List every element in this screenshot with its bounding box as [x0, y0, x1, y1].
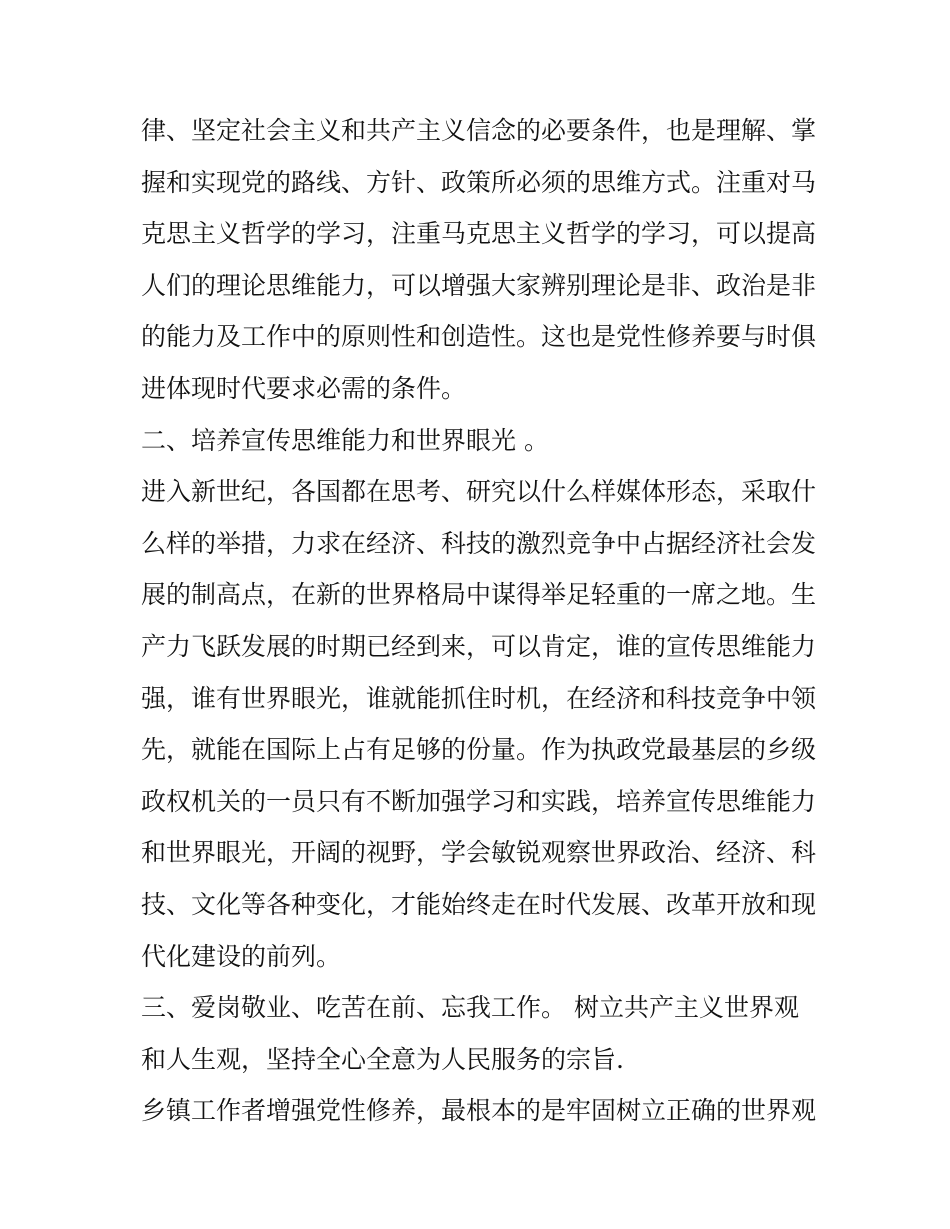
text-line: 乡镇工作者增强党性修养，最根本的是牢固树立正确的世界观 [141, 1096, 817, 1126]
text-line: 和人生观，坚持全心全意为人民服务的宗旨. [141, 1044, 624, 1074]
text-line: 的能力及工作中的原则性和创造性。这也是党性修养要与时俱 [141, 322, 817, 352]
text-line: 人们的理论思维能力，可以增强大家辨别理论是非、政治是非 [141, 270, 817, 300]
text-line: 进体现时代要求必需的条件。 [141, 373, 467, 403]
text-line: 代化建设的前列。 [141, 941, 342, 971]
text-line: 展的制高点，在新的世界格局中谋得举足轻重的一席之地。生 [141, 580, 817, 610]
text-line: 进入新世纪，各国都在思考、研究以什么样媒体形态，采取什 [141, 477, 817, 507]
section-heading: 三、爱岗敬业、吃苦在前、忘我工作。 树立共产主义世界观 [141, 993, 799, 1023]
text-line: 律、坚定社会主义和共产主义信念的必要条件，也是理解、掌 [141, 116, 817, 145]
section-heading: 二、培养宣传思维能力和世界眼光 。 [141, 425, 549, 455]
text-line: 政权机关的一员只有不断加强学习和实践，培养宣传思维能力 [141, 786, 817, 816]
text-line: 先，就能在国际上占有足够的份量。作为执政党最基层的乡级 [141, 735, 817, 765]
text-line: 技、文化等各种变化，才能始终走在时代发展、改革开放和现 [141, 889, 817, 919]
text-line: 握和实现党的路线、方针、政策所必须的思维方式。注重对马 [141, 167, 817, 197]
text-line: 产力飞跃发展的时期已经到来，可以肯定，谁的宣传思维能力 [141, 631, 817, 661]
text-line: 克思主义哲学的学习，注重马克思主义哲学的学习，可以提高 [141, 219, 817, 249]
text-line: 么样的举措，力求在经济、科技的激烈竞争中占据经济社会发 [141, 528, 817, 558]
text-line: 和世界眼光，开阔的视野，学会敏锐观察世界政治、经济、科 [141, 838, 817, 868]
text-line: 强，谁有世界眼光，谁就能抓住时机，在经济和科技竞争中领 [141, 683, 817, 713]
body-text [141, 105, 821, 1137]
